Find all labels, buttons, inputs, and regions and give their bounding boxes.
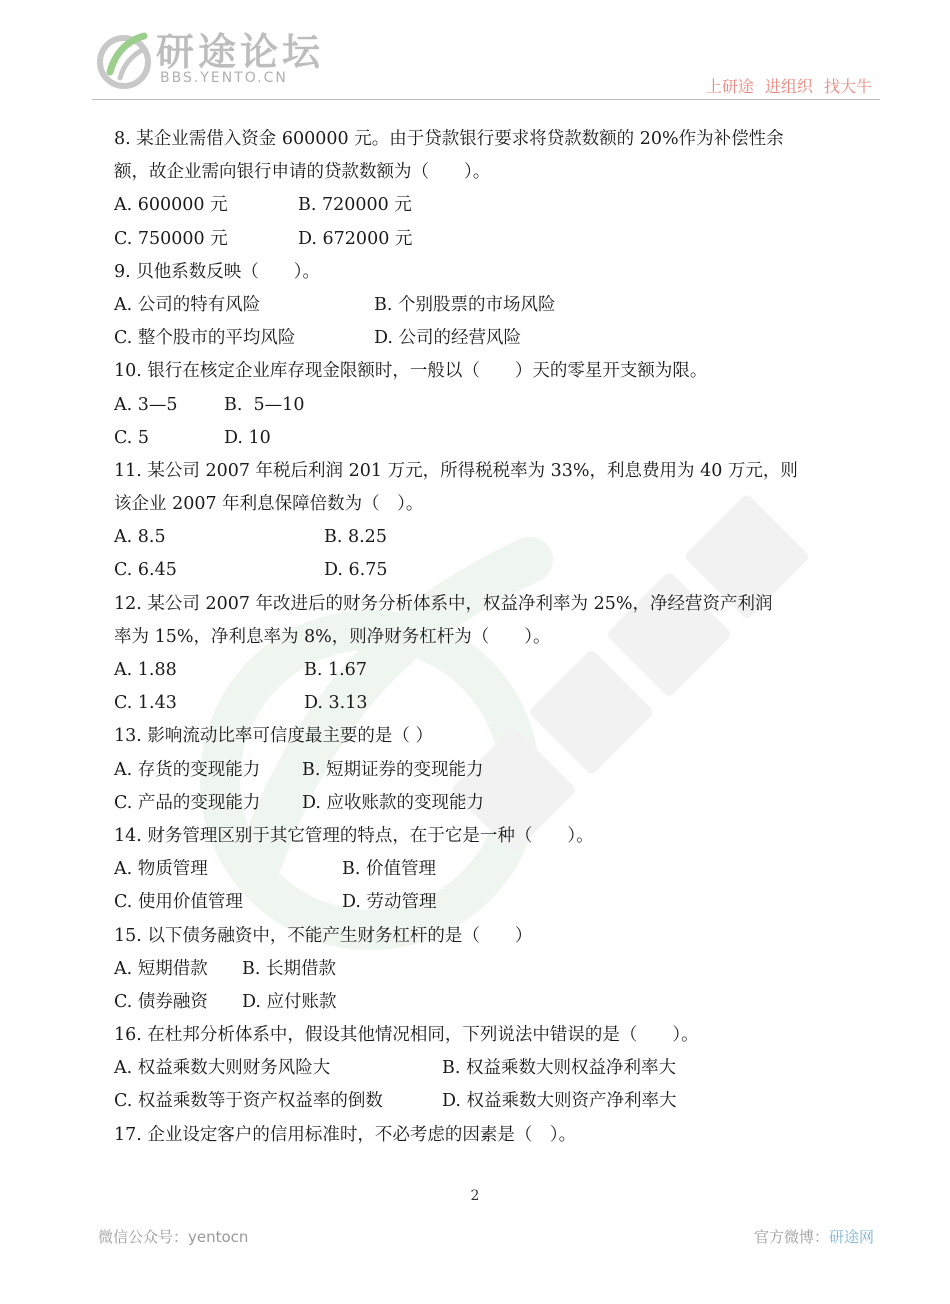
question-stem: 额，故企业需向银行申请的贷款数额为（ ）。 <box>114 162 491 183</box>
answer-option: D. 10 <box>224 427 271 448</box>
option-row <box>114 521 844 554</box>
question-stem: 15. 以下债务融资中，不能产生财务杠杆的是（ ） <box>114 925 533 946</box>
answer-option: D. 权益乘数大则资产净利率大 <box>442 1091 677 1112</box>
option-row <box>114 1085 844 1118</box>
option-row <box>114 853 844 886</box>
answer-option: D. 劳动管理 <box>342 892 437 913</box>
question-stem: 11. 某公司 2007 年税后利润 201 万元，所得税税率为 33%，利息费用为 40 万元，则 <box>114 460 798 481</box>
answer-option: B. 个别股票的市场风险 <box>374 294 556 315</box>
answer-option: B. 长期借款 <box>242 958 336 979</box>
option-row <box>114 554 844 587</box>
answer-option: C. 使用价值管理 <box>114 892 243 913</box>
option-row <box>114 953 844 986</box>
answer-option: C. 1.43 <box>114 693 177 714</box>
answer-option: A. 1.88 <box>114 660 177 680</box>
answer-option: C. 债券融资 <box>114 991 208 1012</box>
question-stem: 率为 15%，净利息率为 8%，则净财务杠杆为（ ）。 <box>114 626 551 647</box>
answer-option: D. 应付账款 <box>242 991 337 1012</box>
option-row <box>114 787 844 820</box>
question-stem: 17. 企业设定客户的信用标准时，不必考虑的因素是（ ）。 <box>114 1124 577 1145</box>
option-row <box>114 422 844 455</box>
answer-option: A. 600000 元 <box>114 195 228 216</box>
footer-weibo <box>754 1226 874 1247</box>
answer-option: A. 物质管理 <box>114 859 208 880</box>
answer-option: A. 8.5 <box>114 527 166 548</box>
answer-option: D. 6.75 <box>324 560 388 581</box>
logo-icon <box>96 30 152 90</box>
option-row <box>114 189 844 222</box>
answer-option: C. 6.45 <box>114 560 177 581</box>
question-stem: 9. 贝他系数反映（ ）。 <box>114 261 321 282</box>
option-row <box>114 986 844 1019</box>
option-row <box>114 886 844 919</box>
answer-option: A. 短期借款 <box>114 958 208 979</box>
answer-option: C. 整个股市的平均风险 <box>114 328 296 349</box>
logo-title: 研途论坛 <box>156 30 325 74</box>
answer-option: B. 8.25 <box>324 527 387 548</box>
answer-option: B. 短期证券的变现能力 <box>302 759 484 780</box>
answer-option: B. 权益乘数大则权益净利率大 <box>442 1058 676 1079</box>
page-header <box>0 0 950 110</box>
answer-option: B. 价值管理 <box>342 859 436 880</box>
answer-option: A. 3—5 <box>114 394 178 415</box>
answer-option: A. 存货的变现能力 <box>114 759 261 780</box>
answer-option: A. 公司的特有风险 <box>114 294 261 315</box>
logo-subtitle: BBS.YENTO.CN <box>160 70 288 86</box>
page-number: 2 <box>470 1188 480 1204</box>
option-row <box>114 1052 844 1085</box>
question-stem: 该企业 2007 年利息保障倍数为（ ）。 <box>114 494 424 515</box>
footer-weibo-label: 官方微博： <box>753 1228 829 1246</box>
answer-option: D. 公司的经营风险 <box>374 328 522 349</box>
option-row <box>114 754 844 787</box>
question-list <box>114 123 844 1152</box>
answer-option: D. 3.13 <box>304 693 368 714</box>
header-divider <box>92 99 880 100</box>
option-row <box>114 687 844 720</box>
question-stem: 8. 某企业需借入资金 600000 元。由于贷款银行要求将贷款数额的 20%作为补偿性余 <box>114 129 784 149</box>
footer-weibo-link[interactable]: 研途网 <box>828 1228 874 1246</box>
answer-option: C. 权益乘数等于资产权益率的倒数 <box>114 1091 383 1112</box>
option-row <box>114 322 844 355</box>
answer-option: B. 720000 元 <box>298 195 412 216</box>
answer-option: B. 1.67 <box>304 660 367 680</box>
question-stem: 12. 某公司 2007 年改进后的财务分析体系中，权益净利率为 25%，净经营资产利润 <box>114 593 773 614</box>
question-stem: 10. 银行在核定企业库存现金限额时，一般以（ ）天的零星开支额为限。 <box>114 361 708 382</box>
option-row <box>114 389 844 422</box>
question-stem: 14. 财务管理区别于其它管理的特点，在于它是一种（ ）。 <box>114 825 594 846</box>
option-row <box>114 654 844 687</box>
answer-option: C. 产品的变现能力 <box>114 792 261 813</box>
footer-wechat: 微信公众号：yentocn <box>98 1228 249 1246</box>
answer-option: B. 5—10 <box>224 394 305 415</box>
answer-option: D. 应收账款的变现能力 <box>302 792 485 813</box>
question-stem: 13. 影响流动比率可信度最主要的是（ ） <box>114 726 433 747</box>
answer-option: C. 5 <box>114 427 150 448</box>
answer-option: A. 权益乘数大则财务风险大 <box>114 1058 331 1079</box>
option-row <box>114 223 844 256</box>
header-slogan: 上研途 进组织 找大牛 <box>705 77 872 96</box>
question-stem: 16. 在杜邦分析体系中，假设其他情况相同，下列说法中错误的是（ ）。 <box>114 1025 699 1046</box>
option-row <box>114 289 844 322</box>
answer-option: C. 750000 元 <box>114 228 228 249</box>
answer-option: D. 672000 元 <box>298 228 413 249</box>
